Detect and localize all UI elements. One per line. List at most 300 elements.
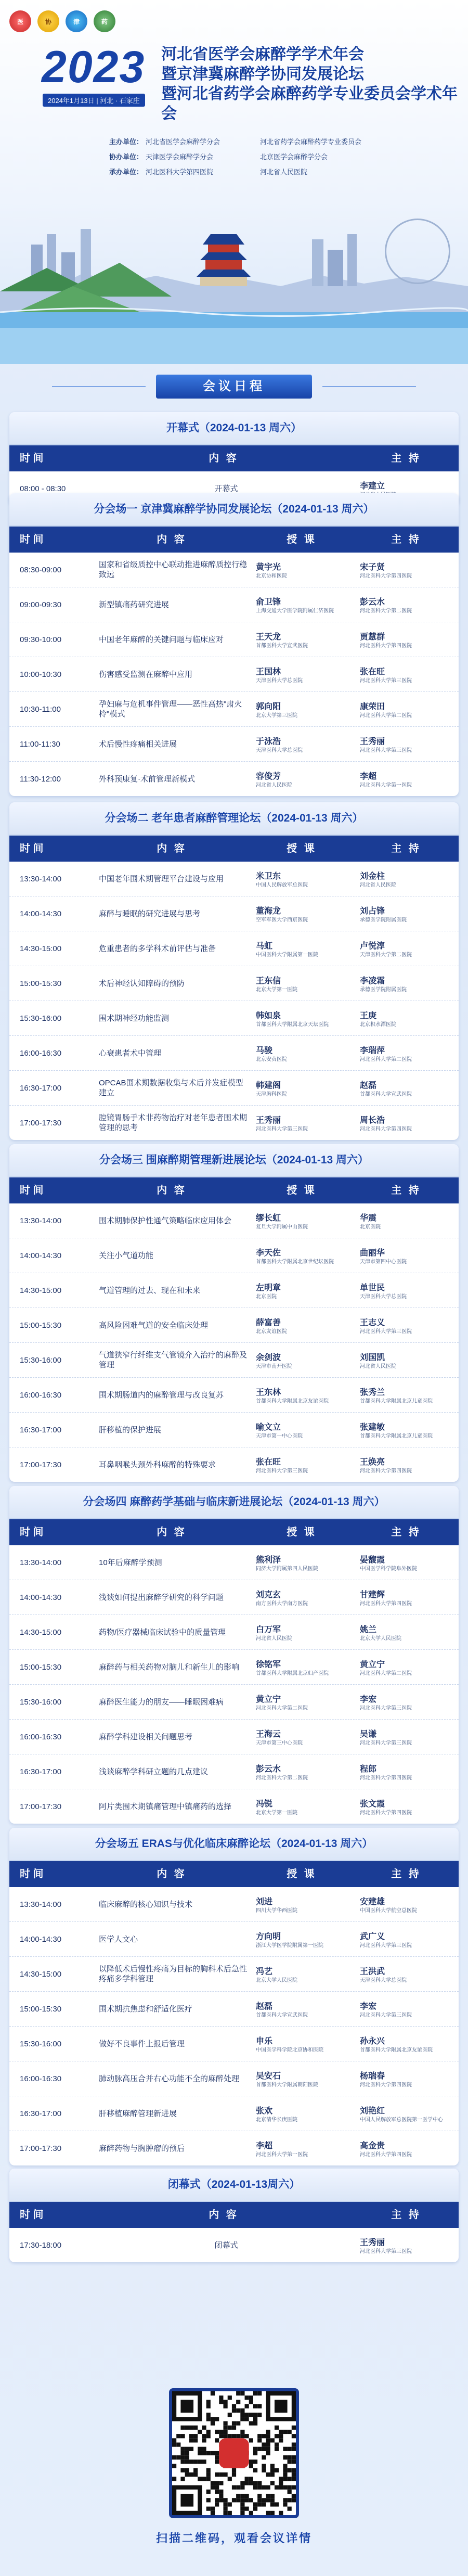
speaker-cell: [250, 1930, 354, 1949]
host-affiliation: 北京大学人民医院: [360, 1635, 401, 1642]
speaker-affiliation: 同济大学附属第四人民医院: [256, 1566, 318, 1572]
organizer-value: 河北省人民医院: [260, 168, 308, 176]
table-row: [9, 1343, 459, 1378]
host-name: 杨瑞春: [360, 2071, 385, 2081]
column-header-time: 时 间: [20, 1185, 44, 1196]
column-header-speaker: 授 课: [287, 534, 317, 545]
host-affiliation: 中国人民解放军总医院第一医学中心: [360, 2117, 443, 2123]
host-affiliation: 天津医科大学第二医院: [360, 952, 412, 958]
column-header-host: 主 持: [391, 453, 421, 464]
host-cell: [354, 1895, 459, 1914]
session-time: 08:00 - 08:30: [20, 484, 66, 493]
session-topic: 围术期抗焦虑和舒适化医疗: [99, 2004, 193, 2014]
host-affiliation: 河北医科大学第三医院: [360, 1942, 412, 1949]
host-name: 李瑞萍: [360, 1046, 385, 1055]
host-name: 刘占锋: [360, 906, 385, 916]
speaker-affiliation: 上海交通大学医学院附属仁济医院: [256, 608, 334, 614]
session-time: 10:00-10:30: [20, 670, 62, 679]
speaker-affiliation: 天津市第三中心医院: [256, 1740, 303, 1746]
session-time: 16:30-17:00: [20, 2109, 62, 2118]
speaker-name: 王东林: [256, 1388, 281, 1397]
column-header-host: 主 持: [391, 1868, 421, 1880]
session-topic: 伤害感受监测在麻醉中应用: [99, 670, 193, 679]
session-topic: 浅谈如何提出麻醉学研究的科学问题: [99, 1593, 224, 1602]
table-row: [9, 966, 459, 1001]
host-cell: [354, 2034, 459, 2054]
column-header-speaker: 授 课: [287, 1185, 317, 1196]
session-topic: 肺动脉高压合并右心功能不全的麻醉处理: [99, 2074, 240, 2083]
speaker-name: 王秀丽: [256, 1116, 281, 1125]
speaker-affiliation: 北京大学第一医院: [256, 1810, 297, 1816]
speaker-name: 郭向阳: [256, 702, 281, 711]
session-topic: 围术期神经功能监测: [99, 1014, 170, 1023]
host-name: 宋子贤: [360, 562, 385, 572]
session-time: 14:30-15:00: [20, 1627, 62, 1637]
session-topic: OPCAB围术期数据收集与术后并发症模型建立: [99, 1079, 243, 1097]
host-affiliation: 北京医院: [360, 1224, 381, 1230]
schedule-section: [9, 1144, 459, 1482]
host-name: 王秀丽: [360, 737, 385, 746]
host-affiliation: 河北医科大学第四医院: [360, 643, 412, 649]
speaker-name: 徐铭军: [256, 1660, 281, 1669]
speaker-cell: [250, 1965, 354, 1984]
host-name: 张文霞: [360, 1799, 385, 1809]
host-name: 安建雄: [360, 1897, 385, 1906]
session-time: 16:00-16:30: [20, 1048, 62, 1058]
table-row: [9, 1580, 459, 1615]
speaker-name: 方向明: [256, 1932, 281, 1941]
speaker-cell: [250, 1623, 354, 1642]
session-topic: 药物/医疗器械临床试验中的质量管理: [99, 1627, 226, 1637]
column-header-time: 时 间: [20, 534, 44, 545]
host-affiliation: 承德医学院附属医院: [360, 986, 407, 993]
table-row: [9, 1036, 459, 1071]
host-affiliation: 天津医科大学总医院: [360, 1293, 407, 1300]
host-affiliation: 河北医科大学第四医院: [360, 1468, 412, 1474]
column-header-speaker: 授 课: [287, 843, 317, 854]
qr-code[interactable]: [169, 2388, 299, 2518]
session-time: 14:00-14:30: [20, 909, 62, 918]
session-time: 14:00-14:30: [20, 1593, 62, 1602]
host-affiliation: 河北医科大学第四医院: [360, 1126, 412, 1132]
speaker-cell: [250, 2104, 354, 2123]
speaker-name: 王东信: [256, 976, 281, 985]
speaker-name: 李超: [256, 2141, 273, 2150]
host-name: 单世民: [360, 1283, 385, 1292]
host-name: 姚兰: [360, 1625, 377, 1634]
table-row: [9, 1071, 459, 1106]
speaker-affiliation: 北京安贞医院: [256, 1056, 287, 1062]
speaker-affiliation: 天津医科大学总医院: [256, 747, 303, 753]
speaker-cell: [250, 1455, 354, 1475]
host-affiliation: 河北医科大学第三医院: [360, 677, 412, 684]
session-topic: 围术期肠道内的麻醉管理与改良复苏: [99, 1390, 224, 1400]
schedule-section: [9, 1486, 459, 1824]
host-name: 卢悦淳: [360, 941, 385, 951]
session-time: 17:00-17:30: [20, 1118, 62, 1127]
title-line-2: 暨京津冀麻醉学协同发展论坛: [161, 66, 364, 83]
session-time: 13:30-14:00: [20, 1900, 62, 1909]
table-row: [9, 1203, 459, 1238]
speaker-affiliation: 天津胸科医院: [256, 1091, 287, 1097]
section-title: 分会场五 ERAS与优化临床麻醉论坛（2024-01-13 周六）: [9, 1828, 459, 1861]
speaker-name: 余剑波: [256, 1353, 281, 1362]
speaker-affiliation: 南方医科大学南方医院: [256, 1600, 308, 1607]
session-time: 17:00-17:30: [20, 1802, 62, 1811]
table-header: [9, 836, 459, 862]
table-row: [9, 762, 459, 796]
host-cell: [354, 1797, 459, 1816]
speaker-affiliation: 中国人民解放军总医院: [256, 882, 308, 888]
host-affiliation: 河北医科大学第三医院: [360, 747, 412, 753]
session-topic: 浅谈麻醉学科研立题的几点建议: [99, 1767, 209, 1776]
host-name: 高金贵: [360, 2141, 385, 2150]
speaker-affiliation: 天津市南开医院: [256, 1363, 292, 1369]
host-name: 康荣田: [360, 702, 385, 711]
speaker-cell: [250, 2000, 354, 2019]
host-cell: [354, 1009, 459, 1028]
session-topic: 围术期肺保护性通气策略临床应用体会: [99, 1216, 232, 1225]
speaker-affiliation: 北京大学第一医院: [256, 986, 297, 993]
host-cell: [354, 2236, 459, 2255]
session-topic: 10年后麻醉学预测: [99, 1558, 162, 1567]
session-topic: 孕妇麻与危机事件管理——恶性高热"肃火柃"模式: [99, 700, 242, 719]
host-name: 李宏: [360, 2002, 377, 2011]
host-cell: [354, 1420, 459, 1440]
speaker-affiliation: 河北医科大学第二医院: [256, 1705, 308, 1711]
column-header-content: 内 容: [157, 1185, 187, 1196]
host-affiliation: 中国医学科学院阜外医院: [360, 1566, 417, 1572]
column-header-time: 时 间: [20, 843, 44, 854]
table-row: [9, 1308, 459, 1343]
session-topic: 腔镜胃肠手术非药物治疗对老年患者围术期管理的思考: [99, 1113, 248, 1132]
session-time: 15:00-15:30: [20, 2004, 62, 2014]
speaker-cell: [250, 1895, 354, 1914]
table-row: [9, 1789, 459, 1824]
speaker-affiliation: 天津市第一中心医院: [256, 1433, 303, 1439]
speaker-affiliation: 空军军医大学西京医院: [256, 917, 308, 923]
speaker-affiliation: 浙江大学医学院附属第一医院: [256, 1942, 323, 1949]
speaker-affiliation: 北京友谊医院: [256, 1328, 287, 1335]
session-topic: 以降低术后慢性疼痛为目标的胸科术后急性疼痛多学科管理: [99, 1965, 248, 1983]
organizer-key: 主办单位：: [109, 138, 144, 146]
speaker-name: 于泳浩: [256, 737, 281, 746]
session-time: 09:00-09:30: [20, 600, 62, 609]
speaker-name: 马虹: [256, 941, 273, 951]
speaker-cell: [250, 1079, 354, 1098]
host-name: 程郎: [360, 1764, 377, 1774]
speaker-cell: [250, 770, 354, 789]
host-cell: [354, 1281, 459, 1300]
speaker-affiliation: 复旦大学附属中山医院: [256, 1224, 308, 1230]
date-location: 2024年1月13日 | 河北 · 石家庄: [43, 94, 145, 107]
session-topic: 麻醉药与相关药物对脑儿和新生儿的影响: [99, 1662, 240, 1672]
speaker-name: 吴安石: [256, 2071, 281, 2081]
table-row: [9, 1957, 459, 1992]
title-line-1: 河北省医学会麻醉学学术年会: [161, 46, 364, 63]
host-cell: [354, 630, 459, 649]
host-cell: [354, 1588, 459, 1607]
year-heading: 2023: [42, 42, 146, 92]
association-logo-1: 医: [9, 10, 31, 32]
host-affiliation: 首都医科大学附属北京儿童医院: [360, 1433, 433, 1439]
table-row: [9, 587, 459, 622]
table-row: [9, 1273, 459, 1308]
table-row: [9, 1922, 459, 1957]
speaker-affiliation: 北京清华长庚医院: [256, 2117, 297, 2123]
speaker-cell: [250, 974, 354, 993]
session-time: 15:30-16:00: [20, 1697, 62, 1707]
speaker-name: 赵磊: [256, 2002, 273, 2011]
host-name: 张秀兰: [360, 1388, 385, 1397]
speaker-cell: [250, 1386, 354, 1405]
table-header: [9, 445, 459, 471]
table-row: [9, 1001, 459, 1036]
host-name: 李宏: [360, 1695, 377, 1704]
speaker-name: 彭云水: [256, 1764, 281, 1774]
speaker-cell: [250, 869, 354, 889]
host-affiliation: 河北省人民医院: [360, 1363, 396, 1369]
speaker-cell: [250, 1316, 354, 1335]
host-affiliation: 河北医科大学第二医院: [360, 1670, 412, 1676]
table-header: [9, 1177, 459, 1203]
speaker-name: 刘克玄: [256, 1590, 281, 1599]
host-cell: [354, 560, 459, 580]
host-name: 孙永兴: [360, 2036, 385, 2046]
schedule-header: [0, 364, 468, 406]
session-topic: 国家和省级质控中心联动推进麻醉质控行稳致远: [99, 560, 248, 579]
host-cell: [354, 2000, 459, 2019]
speaker-affiliation: 中国医科大学附属第一医院: [256, 952, 318, 958]
session-topic: 麻醉药物与胸肿瘤的预后: [99, 2144, 185, 2153]
speaker-cell: [250, 1797, 354, 1816]
table-row: [9, 622, 459, 657]
session-time: 14:00-14:30: [20, 1251, 62, 1260]
host-affiliation: 河北医科大学第二医院: [360, 1056, 412, 1062]
speaker-name: 王国林: [256, 667, 281, 676]
speaker-cell: [250, 1727, 354, 1747]
session-time: 16:30-17:00: [20, 1767, 62, 1776]
session-time: 09:30-10:00: [20, 635, 62, 644]
host-affiliation: 河北医科大学第四医院: [360, 2082, 412, 2088]
speaker-name: 李天佐: [256, 1248, 281, 1258]
column-header-host: 主 持: [391, 843, 421, 854]
qr-caption: 扫描二维码，观看会议详情: [155, 2532, 312, 2545]
column-header-host: 主 持: [391, 1527, 421, 1538]
host-affiliation: 北京积水潭医院: [360, 1021, 396, 1028]
speaker-name: 王海云: [256, 1729, 281, 1739]
session-topic: 术后慢性疼痛相关进展: [99, 739, 177, 749]
column-header-content: 内 容: [157, 843, 187, 854]
column-header-speaker: 授 课: [287, 1527, 317, 1538]
column-header-content: 内 容: [209, 2209, 239, 2221]
host-affiliation: 首都医科大学附属北京儿童医院: [360, 1398, 433, 1404]
host-cell: [354, 1044, 459, 1063]
session-topic: 肝移植麻醉管理新进展: [99, 2109, 177, 2118]
host-affiliation: 河北医科大学第二医院: [360, 712, 412, 719]
section-title: 分会场二 老年患者麻醉管理论坛（2024-01-13 周六）: [9, 802, 459, 836]
session-topic: 新型镇痛药研究进展: [99, 600, 170, 609]
host-cell: [354, 1553, 459, 1572]
host-cell: [354, 869, 459, 889]
speaker-cell: [250, 665, 354, 684]
host-cell: [354, 1623, 459, 1642]
speaker-name: 黄宇光: [256, 562, 281, 572]
column-header-host: 主 持: [391, 2209, 421, 2221]
speaker-affiliation: 首都医科大学附属北京世纪坛医院: [256, 1259, 334, 1265]
session-topic: 闭幕式: [214, 2240, 238, 2250]
host-cell: [354, 665, 459, 684]
header-banner: [0, 0, 468, 364]
table-row: [9, 1720, 459, 1754]
schedule-section: [9, 1828, 459, 2165]
session-time: 13:30-14:00: [20, 874, 62, 883]
session-time: 11:30-12:00: [20, 774, 61, 784]
speaker-affiliation: 北京医院: [256, 1293, 277, 1300]
table-row: [9, 2131, 459, 2165]
session-topic: 中国老年麻醉的关键问题与临床应对: [99, 635, 224, 644]
host-cell: [354, 939, 459, 958]
session-time: 14:30-15:00: [20, 1969, 62, 1979]
speaker-cell: [250, 939, 354, 958]
host-cell: [354, 595, 459, 614]
column-header-speaker: 授 课: [287, 1868, 317, 1880]
speaker-cell: [250, 1281, 354, 1300]
organizer-key: 承办单位：: [109, 168, 144, 176]
session-topic: 肝移植的保护进展: [99, 1425, 162, 1434]
host-cell: [354, 1351, 459, 1370]
table-header: [9, 1861, 459, 1887]
session-topic: 麻醉与睡眠的研究进展与思考: [99, 909, 201, 918]
table-row: [9, 862, 459, 896]
speaker-name: 容俊芳: [256, 772, 281, 781]
table-row: [9, 1685, 459, 1720]
session-time: 10:30-11:00: [20, 704, 61, 714]
speaker-cell: [250, 630, 354, 649]
host-affiliation: 天津医科大学总医院: [360, 1977, 407, 1983]
speaker-cell: [250, 1693, 354, 1712]
host-cell: [354, 770, 459, 789]
session-topic: 心衰患者术中管理: [99, 1048, 162, 1058]
speaker-name: 张欢: [256, 2106, 273, 2116]
host-cell: [354, 1930, 459, 1949]
host-cell: [354, 2104, 459, 2123]
session-topic: 阿片类围术期镇痛管理中镇痛药的选择: [99, 1802, 232, 1811]
session-topic: 麻醉医生能力的朋友——睡眠困难病: [99, 1697, 224, 1707]
conference-title: [161, 45, 468, 124]
host-affiliation: 中国医科大学航空总医院: [360, 1907, 417, 1914]
speaker-affiliation: 首都医科大学宣武医院: [256, 643, 308, 649]
table-row: [9, 2027, 459, 2061]
session-topic: 临床麻醉的核心知识与技术: [99, 1900, 193, 1909]
speaker-affiliation: 首都医科大学附属朝阳医院: [256, 2082, 318, 2088]
session-time: 14:00-14:30: [20, 1934, 62, 1944]
qr-code-icon: [172, 2391, 296, 2515]
table-row: [9, 1238, 459, 1273]
host-cell: [354, 1965, 459, 1984]
association-logo-3: 津: [66, 10, 87, 32]
session-time: 16:00-16:30: [20, 1732, 62, 1741]
section-title: 分会场四 麻醉药学基础与临床新进展论坛（2024-01-13 周六）: [9, 1486, 459, 1519]
speaker-name: 黄立宁: [256, 1695, 281, 1704]
schedule-section: [9, 493, 459, 796]
host-affiliation: 河北医科大学第三医院: [360, 1705, 412, 1711]
table-row: [9, 1887, 459, 1922]
session-time: 16:30-17:00: [20, 1083, 62, 1093]
table-row: [9, 553, 459, 587]
speaker-name: 刘进: [256, 1897, 273, 1906]
schedule-section: [9, 802, 459, 1140]
host-name: 彭云水: [360, 597, 385, 607]
host-name: 王庚: [360, 1011, 377, 1020]
speaker-cell: [250, 1553, 354, 1572]
speaker-name: 马骏: [256, 1046, 273, 1055]
session-time: 16:00-16:30: [20, 1390, 62, 1400]
speaker-affiliation: 天津医科大学总医院: [256, 677, 303, 684]
speaker-affiliation: 北京协和医院: [256, 573, 287, 579]
session-topic: 中国老年围术期管理平台建设与应用: [99, 874, 224, 883]
speaker-cell: [250, 1113, 354, 1133]
table-header: [9, 527, 459, 553]
host-cell: [354, 1386, 459, 1405]
host-name: 刘艳红: [360, 2106, 385, 2116]
schedule-title: 会议日程: [156, 375, 312, 399]
section-title: 开幕式（2024-01-13 周六）: [9, 412, 459, 445]
host-affiliation: 河北医科大学第四医院: [360, 1775, 412, 1781]
host-name: 李凌霜: [360, 976, 385, 985]
session-time: 13:30-14:00: [20, 1558, 62, 1567]
speaker-cell: [250, 2034, 354, 2054]
host-name: 黄立宁: [360, 1660, 385, 1669]
speaker-cell: [250, 700, 354, 719]
host-name: 晏馥霞: [360, 1555, 385, 1565]
session-topic: 外科预康复·术前管理新模式: [99, 774, 195, 784]
host-cell: [354, 1079, 459, 1098]
session-time: 11:00-11:30: [20, 739, 60, 749]
speaker-cell: [250, 1044, 354, 1063]
association-logo-4: 药: [94, 10, 115, 32]
session-topic: 开幕式: [214, 484, 238, 493]
organizer-value: 北京医学会麻醉学分会: [260, 153, 328, 161]
speaker-name: 申乐: [256, 2036, 273, 2046]
session-time: 13:30-14:00: [20, 1216, 62, 1225]
host-cell: [354, 700, 459, 719]
schedule-section: [9, 2169, 459, 2262]
speaker-affiliation: 首都医科大学附属北京友谊医院: [256, 1398, 329, 1404]
organizer-value: 河北省药学会麻醉药学专业委员会: [260, 138, 362, 146]
speaker-affiliation: 河北医科大学第三医院: [256, 1126, 308, 1132]
host-cell: [354, 735, 459, 754]
speaker-cell: [250, 904, 354, 924]
ferris-wheel-illustration: [385, 219, 450, 284]
host-cell: [354, 2069, 459, 2088]
session-topic: 麻醉学科建设相关问题思考: [99, 1732, 193, 1741]
host-cell: [354, 974, 459, 993]
speaker-name: 冯锐: [256, 1799, 273, 1809]
column-header-time: 时 间: [20, 453, 44, 464]
host-name: 张在旺: [360, 667, 385, 676]
column-header-time: 时 间: [20, 2209, 44, 2221]
session-time: 14:30-15:00: [20, 1286, 62, 1295]
speaker-cell: [250, 1351, 354, 1370]
session-time: 15:00-15:30: [20, 1662, 62, 1672]
table-row: [9, 1106, 459, 1140]
session-time: 15:30-16:00: [20, 2039, 62, 2048]
table-row: [9, 2228, 459, 2262]
host-cell: [354, 1727, 459, 1747]
table-header: [9, 2202, 459, 2228]
session-time: 16:30-17:00: [20, 1425, 62, 1434]
